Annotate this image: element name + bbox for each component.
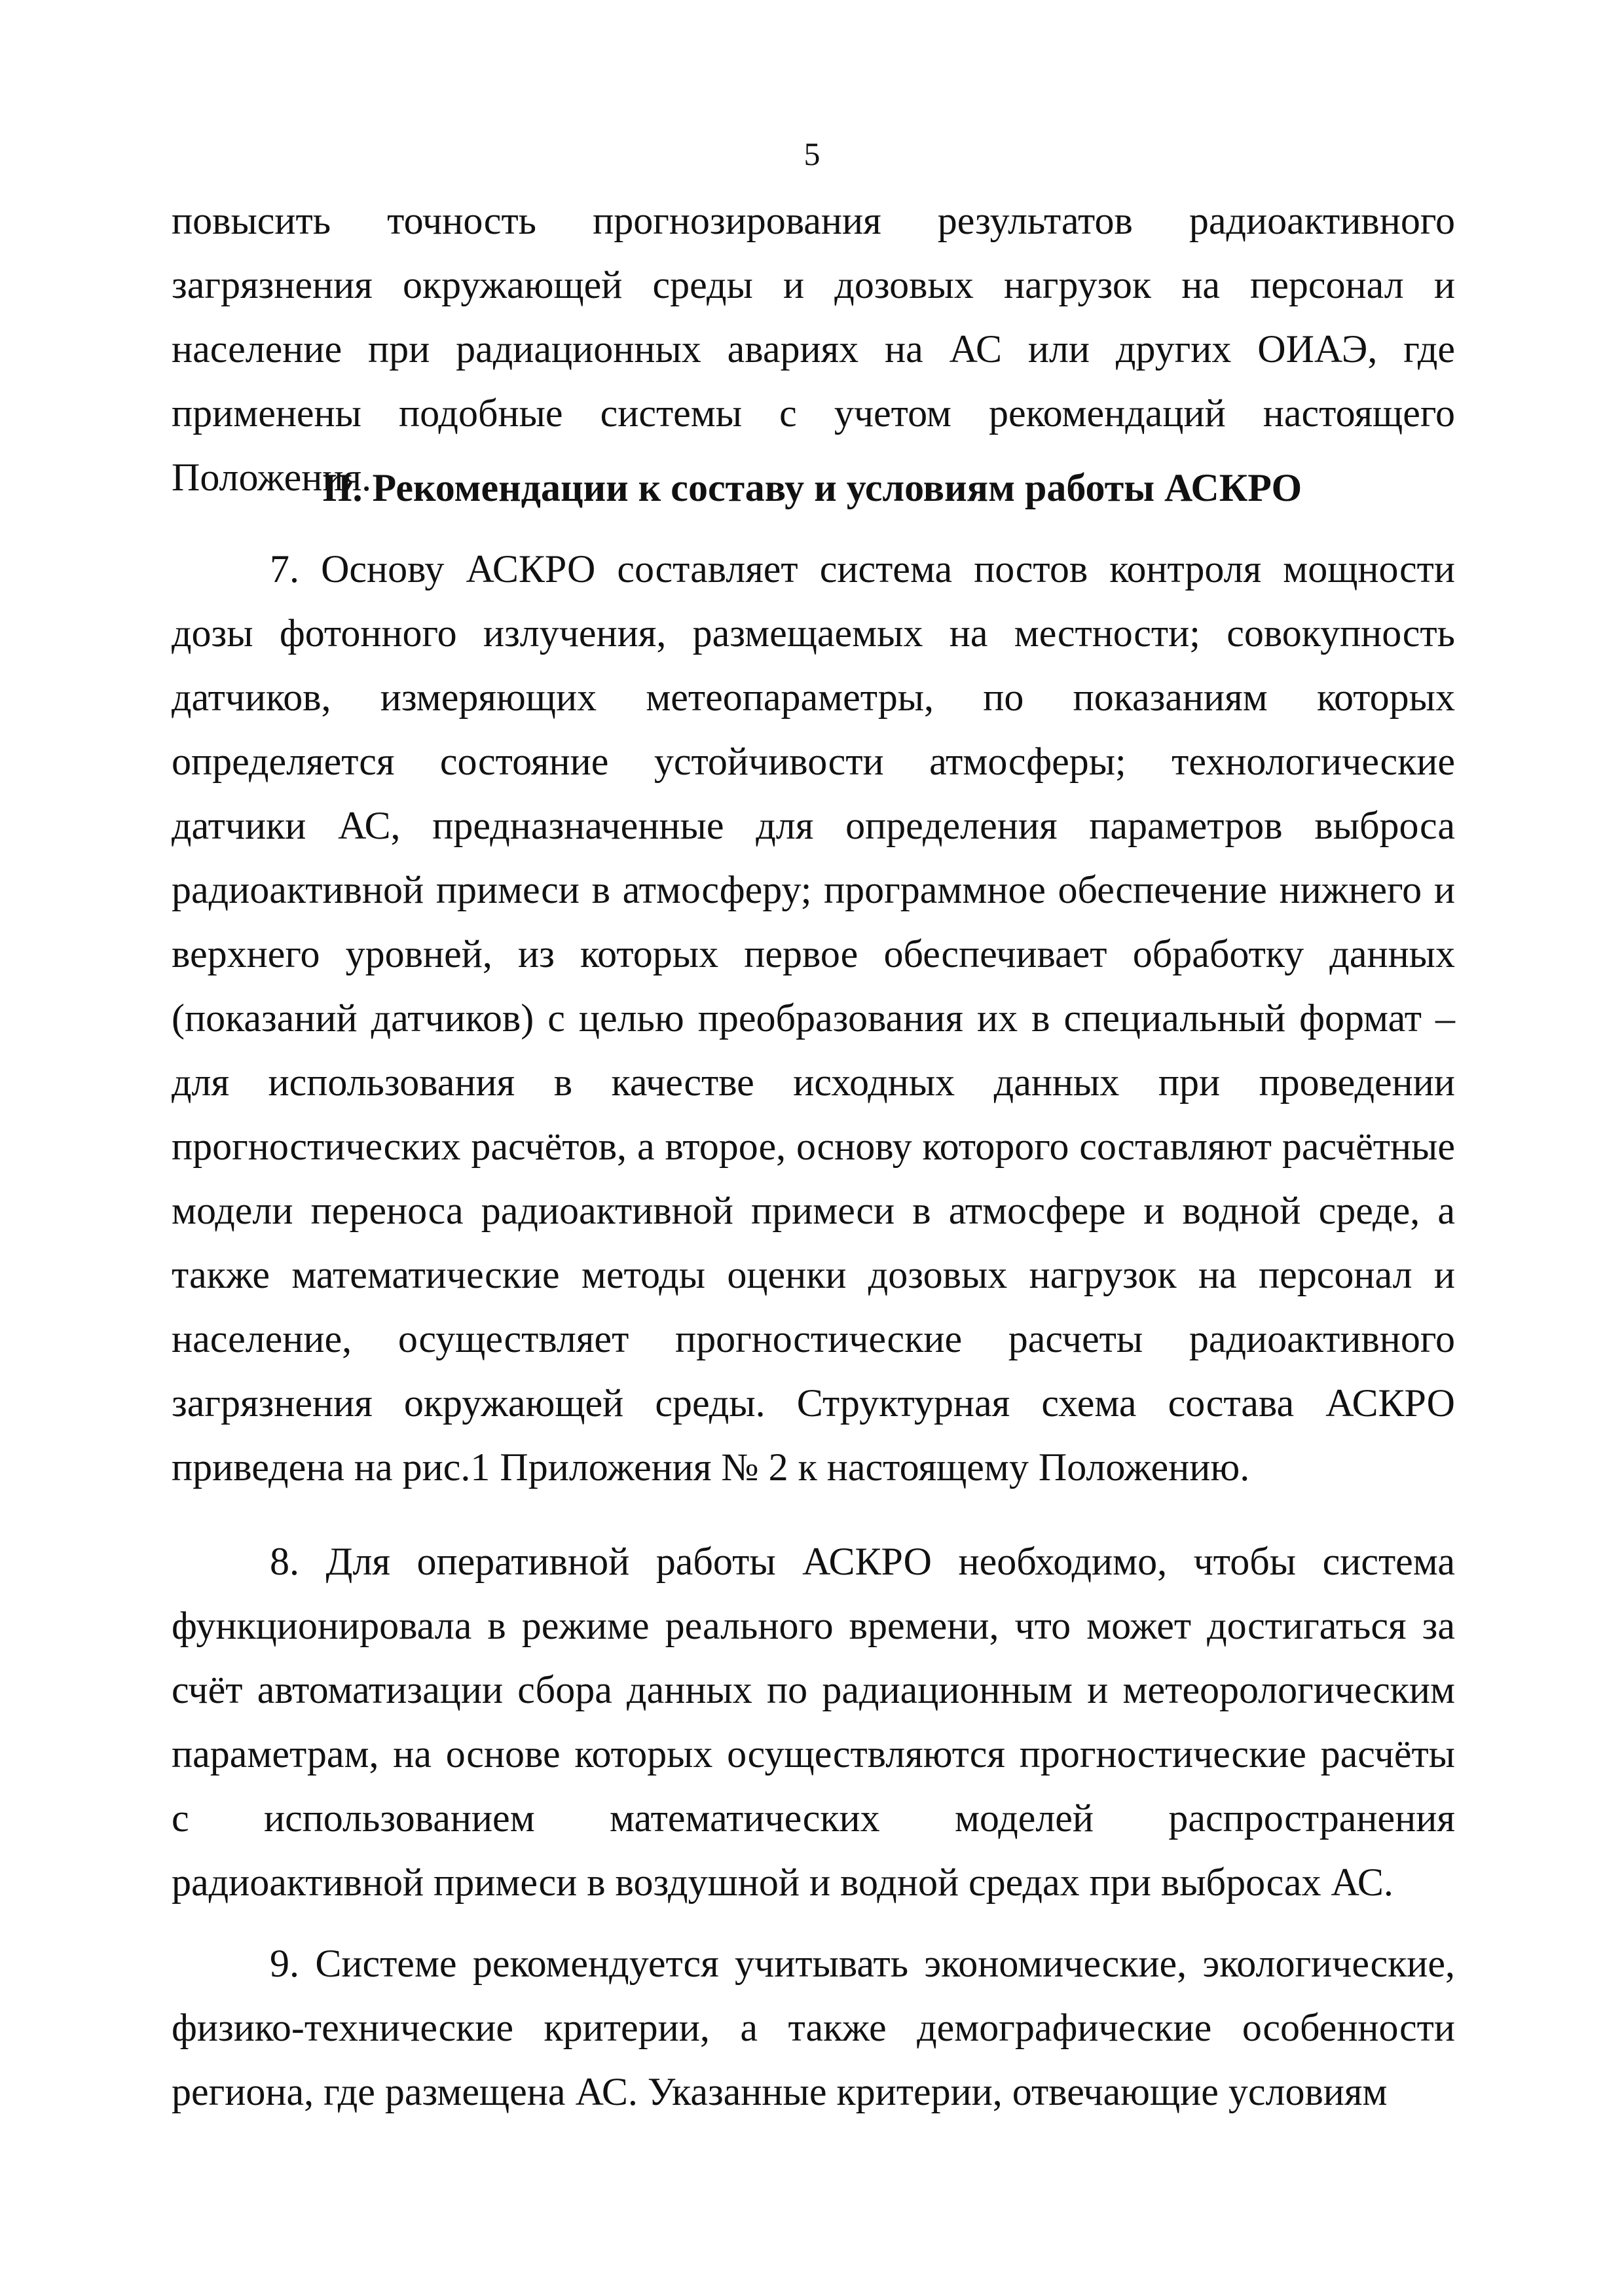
paragraph-9: 9. Системе рекомендуется учитывать экономические, экологические, физико-технические критерии, а также демографические особенности региона, где размещена АС. Указанные критерии, отвечающие условиям [172,1942,1455,2113]
intro-paragraph: повысить точность прогнозирования результатов радиоактивного загрязнения окружающей среды и дозовых нагрузок на персонал и население при радиационных авариях на АС или других ОИАЭ, где применены подобные системы с учетом рекомендаций настоящего Положения. [172,199,1455,499]
paragraph-7: 7. Основу АСКРО составляет система постов контроля мощности дозы фотонного излучения, размещаемых на местности; совокупность датчиков, измеряющих метеопараметры, по показаниям которых определяется состояние устойчивости атмосферы; технологические датчики АС, предназначенные для определения параметров выброса радиоактивной примеси в атмосферу; программное обеспечение нижнего и верхнего уровней, из которых первое обеспечивает обработку данных (показаний датчиков) с целью преобразования их в специальный формат – для использования в качестве исходных данных при проведении прогностических расчётов, а второе, основу которого составляют расчётные модели переноса радиоактивной примеси в атмосфере и водной среде, а также математические методы оценки дозовых нагрузок на персонал и население, осуществляет прогностические расчеты радиоактивного загрязнения окружающей среды. Структурная схема состава АСКРО приведена на рис.1 Приложения № 2 к настоящему Положению. [172,547,1455,1489]
paragraph-8: 8. Для оперативной работы АСКРО необходимо, чтобы система функционировала в режиме реального времени, что может достигаться за счёт автоматизации сбора данных по радиационным и метеорологическим параметрам, на основе которых осуществляются прогностические расчёты с использованием математических моделей распространения радиоактивной примеси в воздушной и водной средах при выбросах АС. [172,1540,1455,1904]
page-number: 5 [803,136,821,172]
section-heading: II. Рекомендации к составу и условиям работы АСКРО [322,466,1302,509]
